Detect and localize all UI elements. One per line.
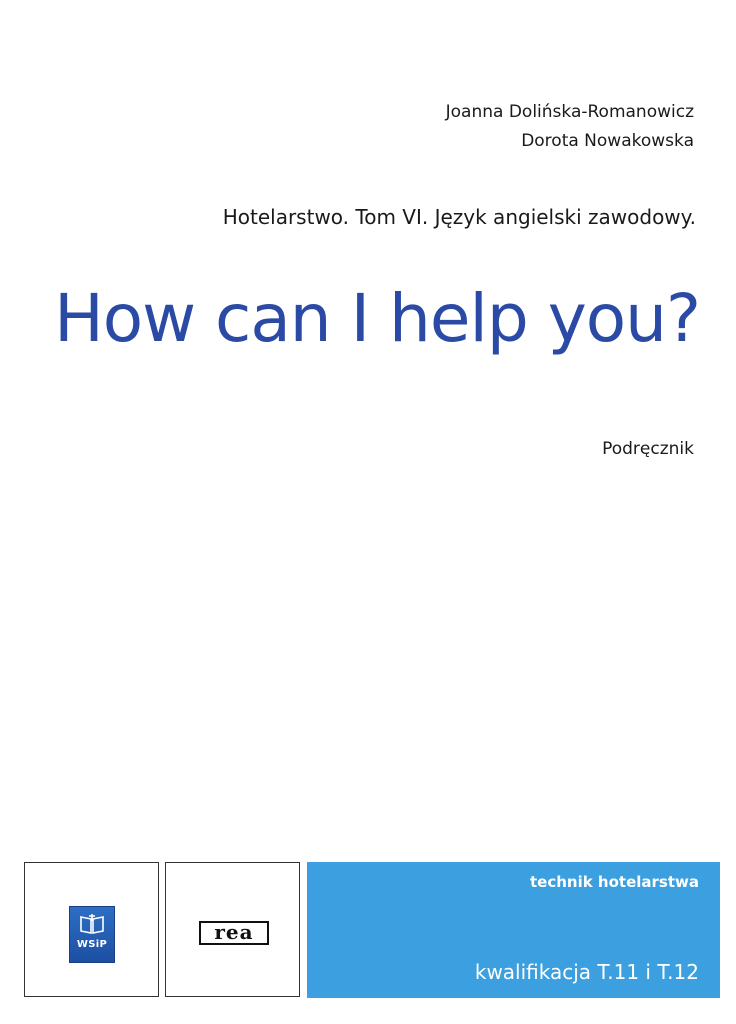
wsip-logo-box xyxy=(24,862,159,997)
profession-label: technik hotelarstwa xyxy=(530,873,699,891)
qualification-panel xyxy=(307,862,720,998)
open-book-icon xyxy=(79,913,105,937)
rea-logo-box xyxy=(165,862,300,997)
book-title: How can I help you? xyxy=(54,280,700,357)
qualification-label: kwalifikacja T.11 i T.12 xyxy=(474,960,699,984)
series-subtitle: Hotelarstwo. Tom VI. Język angielski zawodowy. xyxy=(222,205,696,229)
book-type: Podręcznik xyxy=(602,439,694,459)
wsip-logo xyxy=(69,906,115,963)
author-name: Dorota Nowakowska xyxy=(521,131,694,151)
authors xyxy=(446,98,694,156)
author-name: Joanna Dolińska-Romanowicz xyxy=(445,102,694,122)
rea-logo: rea xyxy=(199,921,269,945)
wsip-logo-text: WSiP xyxy=(76,939,108,950)
